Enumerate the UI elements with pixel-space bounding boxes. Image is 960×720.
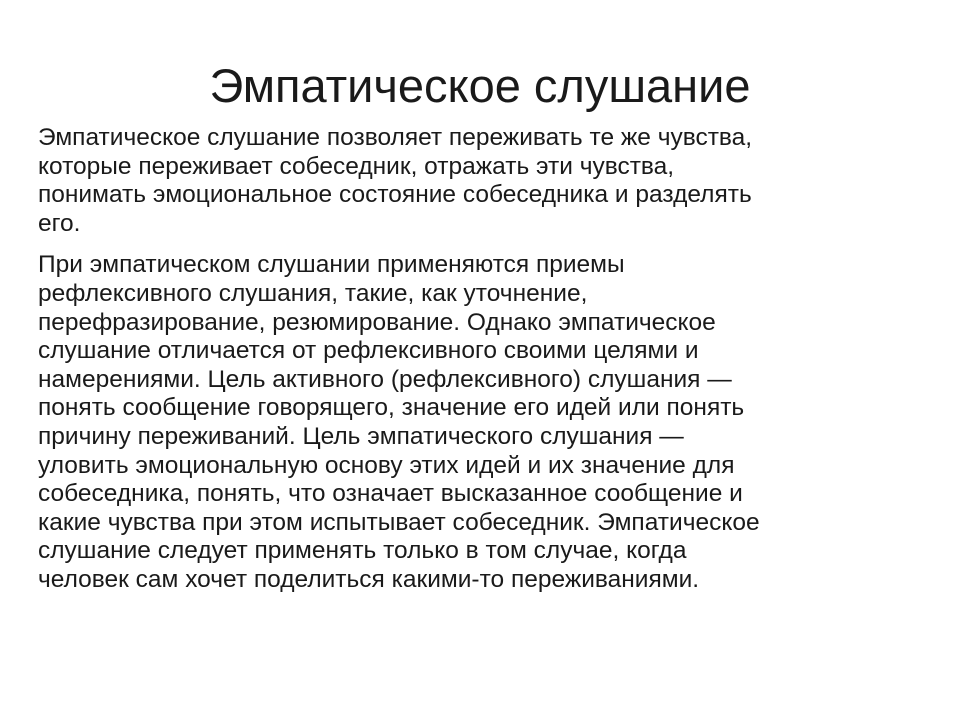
- slide-body: [38, 124, 928, 595]
- text-line: уловить эмоциональную основу этих идей и их значение для: [38, 451, 735, 479]
- text-line: человек сам хочет поделиться какими-то переживаниями.: [38, 565, 700, 593]
- slide-title: Эмпатическое слушание: [209, 59, 751, 112]
- text-line: которые переживает собеседник, отражать эти чувства,: [38, 152, 675, 180]
- text-line: слушание отличается от рефлексивного своими целями и: [38, 337, 699, 365]
- text-line: Эмпатическое слушание позволяет переживать те же чувства,: [38, 124, 753, 151]
- text-line: понимать эмоциональное состояние собеседника и разделять: [38, 181, 752, 209]
- text-line: понять сообщение говорящего, значение его идей или понять: [38, 394, 745, 422]
- text-line: собеседника, понять, что означает высказанное сообщение и: [38, 480, 743, 508]
- text-line: перефразирование, резюмирование. Однако эмпатическое: [38, 308, 716, 336]
- text-line: намерениями. Цель активного (рефлексивного) слушания —: [38, 365, 732, 393]
- text-line: причину переживаний. Цель эмпатического слушания —: [38, 422, 684, 450]
- text-line: слушание следует применять только в том случае, когда: [38, 537, 687, 565]
- text-line: рефлексивного слушания, такие, как уточнение,: [38, 279, 588, 307]
- paragraph-techniques: [38, 251, 928, 594]
- paragraph-definition: [38, 124, 928, 238]
- text-line: При эмпатическом слушании применяются приемы: [38, 251, 625, 279]
- text-line: его.: [38, 209, 81, 237]
- text-line: какие чувства при этом испытывает собеседник. Эмпатическое: [38, 508, 760, 536]
